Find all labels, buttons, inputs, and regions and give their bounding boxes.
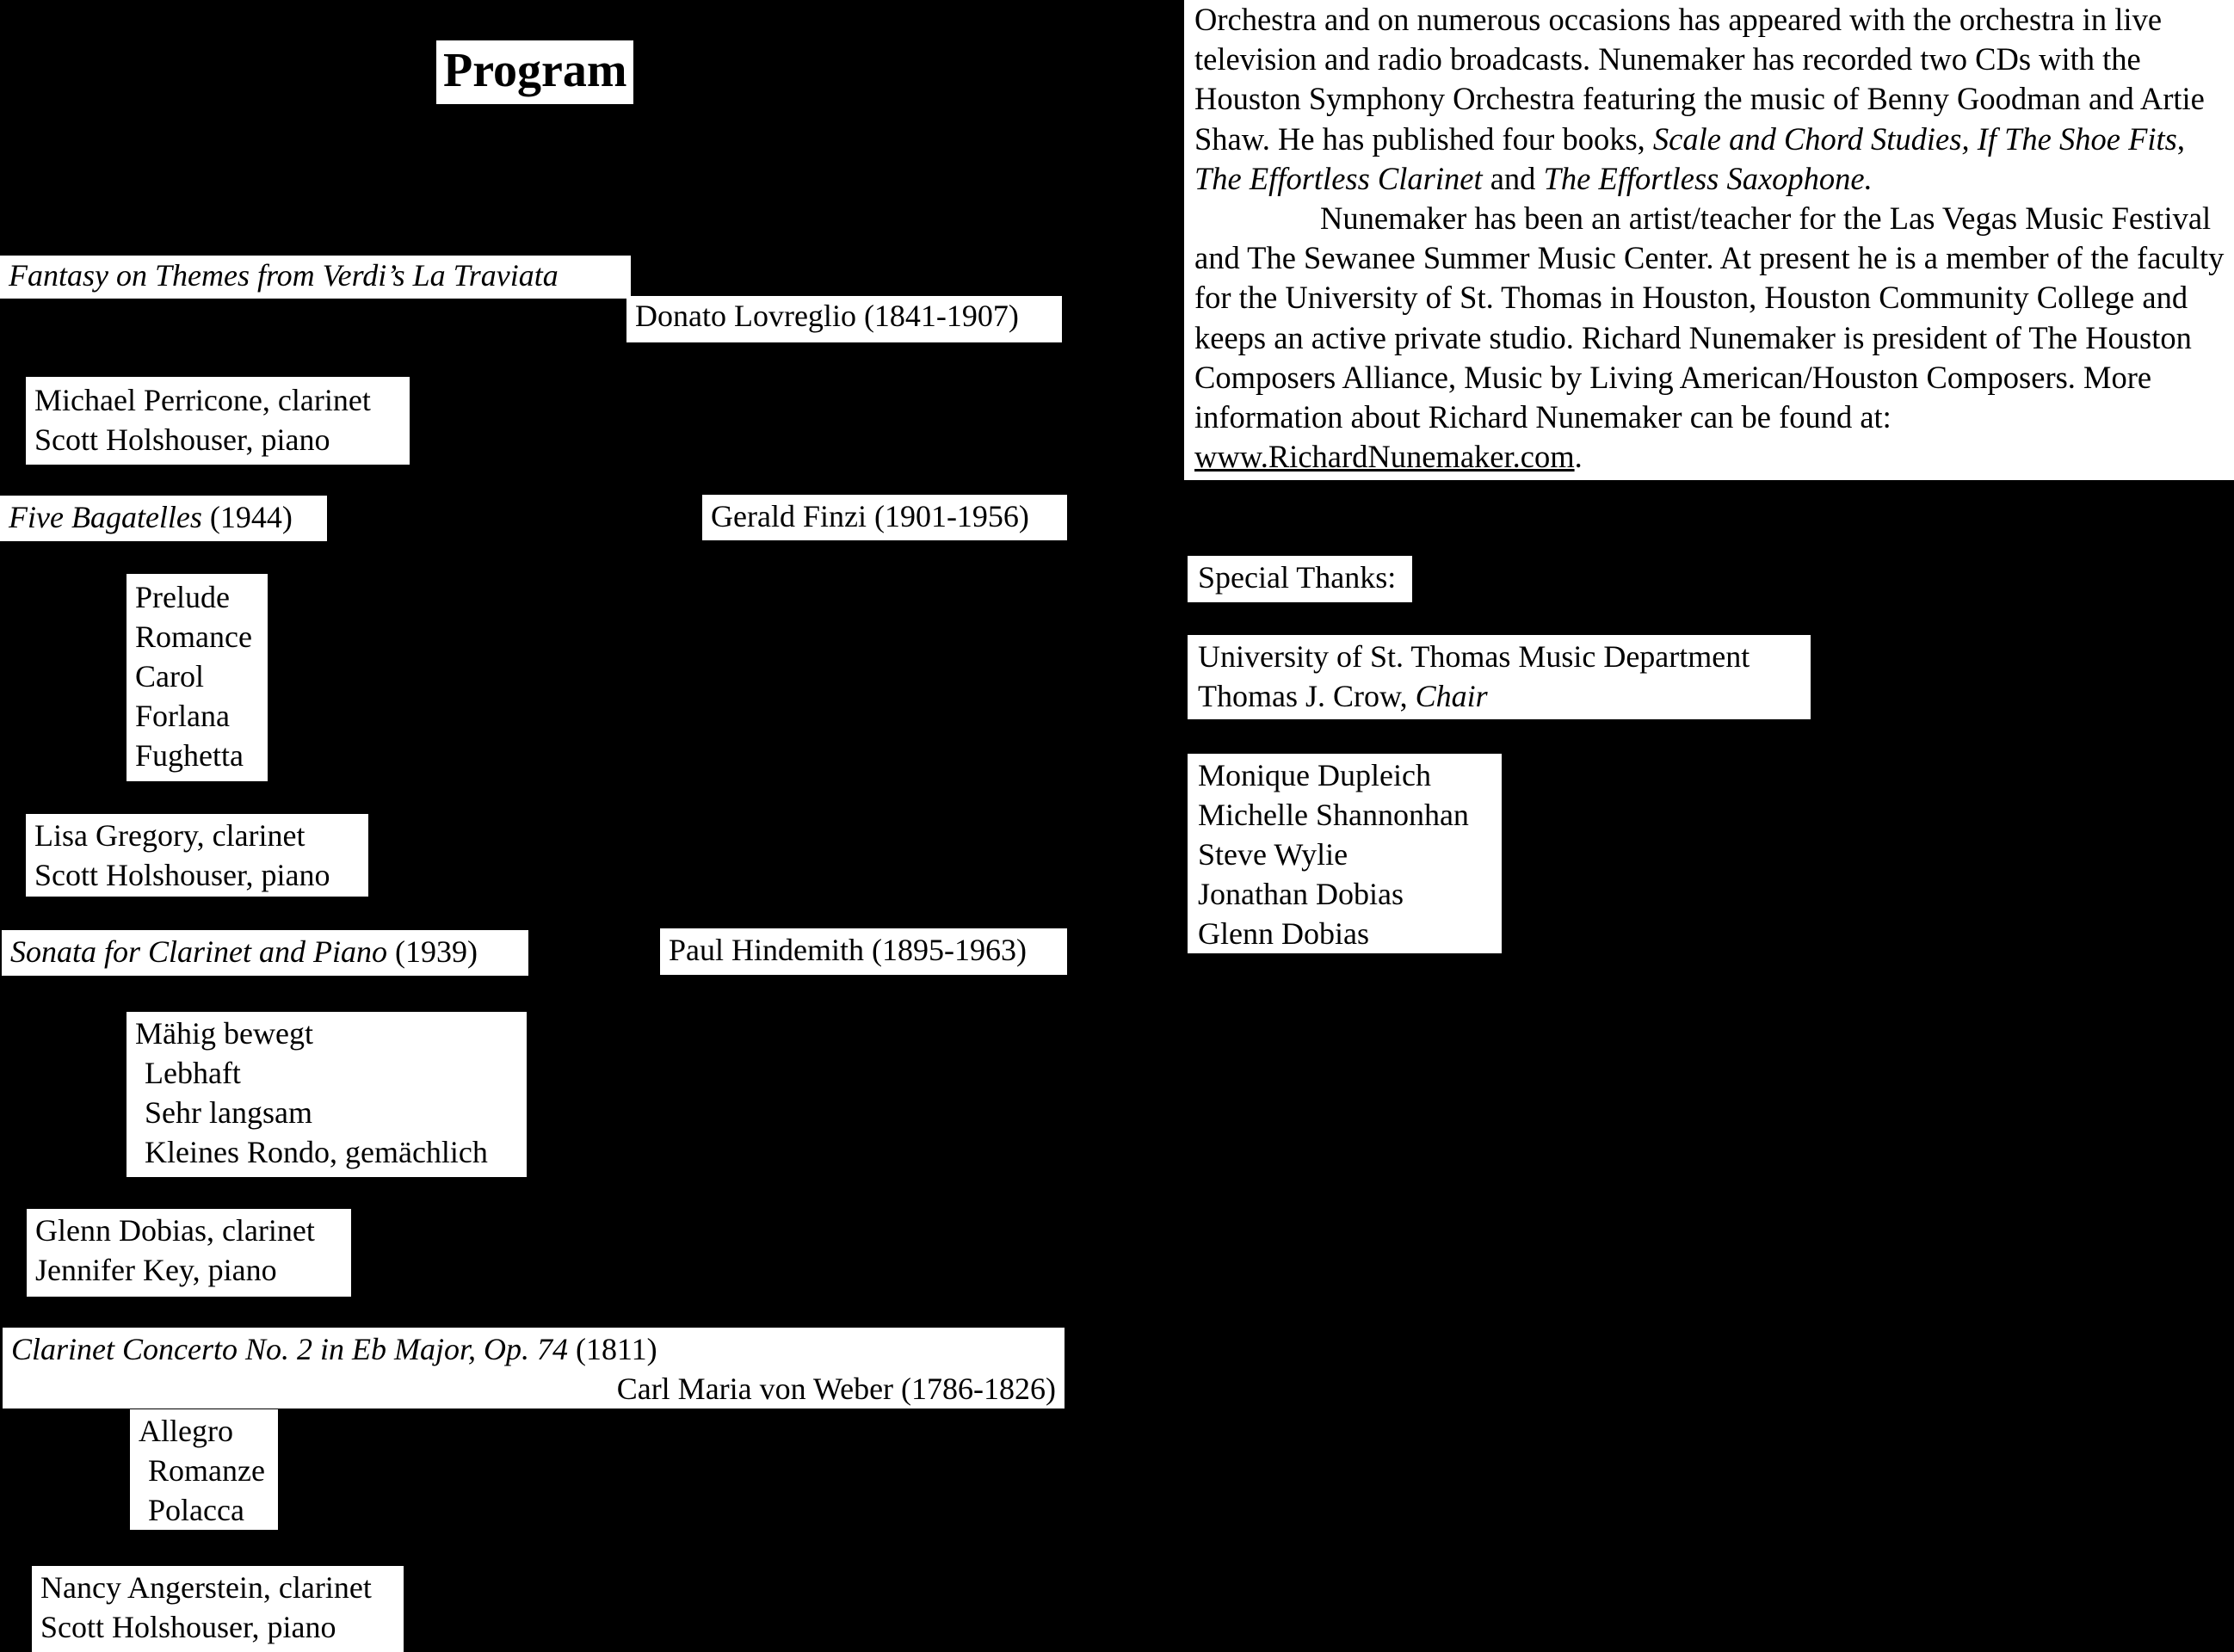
list-item: Monique Dupleich [1198,758,1431,792]
bio-paragraph-1: Orchestra and on numerous occasions has appeared with the orchestra in live television and radio broadcasts. Nunemaker has recorded two CDs with the Houston Symphony Orchestra featuring the music of Benny Goodman and Artie Shaw. He has published four books, Scale and Chord Studies, If The Shoe Fits, The Effortless Clarinet and The Effortless Saxophone. [1194,2,2205,196]
performers-list [26,377,410,465]
performer: Scott Holshouser, piano [34,422,330,457]
movement: Romance [135,620,252,654]
thanks-department: University of St. Thomas Music Department Thomas J. Crow, Chair [1188,635,1811,719]
work-year: (1811) [576,1332,657,1366]
movement: Forlana [135,699,230,733]
performer: Jennifer Key, piano [35,1253,277,1287]
performer: Nancy Angerstein, clarinet [40,1570,372,1605]
work-year: (1939) [395,934,478,969]
work-title [2,930,528,976]
performer: Scott Holshouser, piano [40,1610,336,1644]
movements-list [127,1012,527,1177]
work-title [0,496,327,541]
page-title: Program [436,40,633,104]
work-title [0,256,631,299]
movement: Romanze [148,1453,265,1488]
performer: Lisa Gregory, clarinet [34,818,305,853]
movement: Prelude [135,580,230,614]
work-year: (1944) [209,500,293,534]
movement: Lebhaft [145,1056,241,1090]
work-composer: Donato Lovreglio (1841-1907) [626,296,1062,342]
work-composer: Paul Hindemith (1895-1963) [660,928,1067,975]
movement: Kleines Rondo, gemächlich [145,1135,488,1169]
movement: Fughetta [135,738,244,773]
list-item: Glenn Dobias [1198,916,1369,951]
list-item: Michelle Shannonhan [1198,798,1469,832]
bio-paragraph-2: Nunemaker has been an artist/teacher for the Las Vegas Music Festival and The Sewanee Summer Music Center. At present he is a member of the faculty for the University of St. Thomas in Houston, Houston Community College and keeps an active private studio. Richard Nunemaker is president of The Houston Composers Alliance, Music by Living American/Houston Composers. More information about Richard Nunemaker can be found at: www.RichardNunemaker.com. [1194,200,2225,475]
movements-list [127,574,268,781]
work-composer: Carl Maria von Weber (1786-1826) [616,1372,1056,1406]
work-title-text: Five Bagatelles [9,500,202,534]
movement: Allegro [139,1414,233,1448]
work-title-text: Sonata for Clarinet and Piano [10,934,388,969]
performer: Michael Perricone, clarinet [34,383,371,417]
performers-list [27,1209,351,1297]
movements-list [130,1409,278,1530]
bio-paragraphs [1184,0,2234,480]
work-composer: Gerald Finzi (1901-1956) [702,495,1067,540]
list-item: Jonathan Dobias [1198,877,1404,911]
list-item: Steve Wylie [1198,837,1348,872]
movement: Carol [135,659,204,693]
movement: Mähig bewegt [135,1016,313,1051]
performer: Scott Holshouser, piano [34,858,330,892]
performers-list [32,1566,404,1652]
work-title-text: Clarinet Concerto No. 2 in Eb Major, Op. 74 [11,1332,568,1366]
movement: Sehr langsam [145,1095,312,1130]
thanks-heading: Special Thanks: [1188,556,1412,602]
work-title-text: Fantasy on Themes from Verdi’s La Traviata [9,258,558,293]
performer: Glenn Dobias, clarinet [35,1213,315,1248]
performers-list [26,814,368,897]
work-title [3,1328,1065,1409]
thanks-people-list [1188,754,1502,953]
website-link[interactable]: www.RichardNunemaker.com [1194,439,1575,475]
movement: Polacca [148,1493,244,1527]
